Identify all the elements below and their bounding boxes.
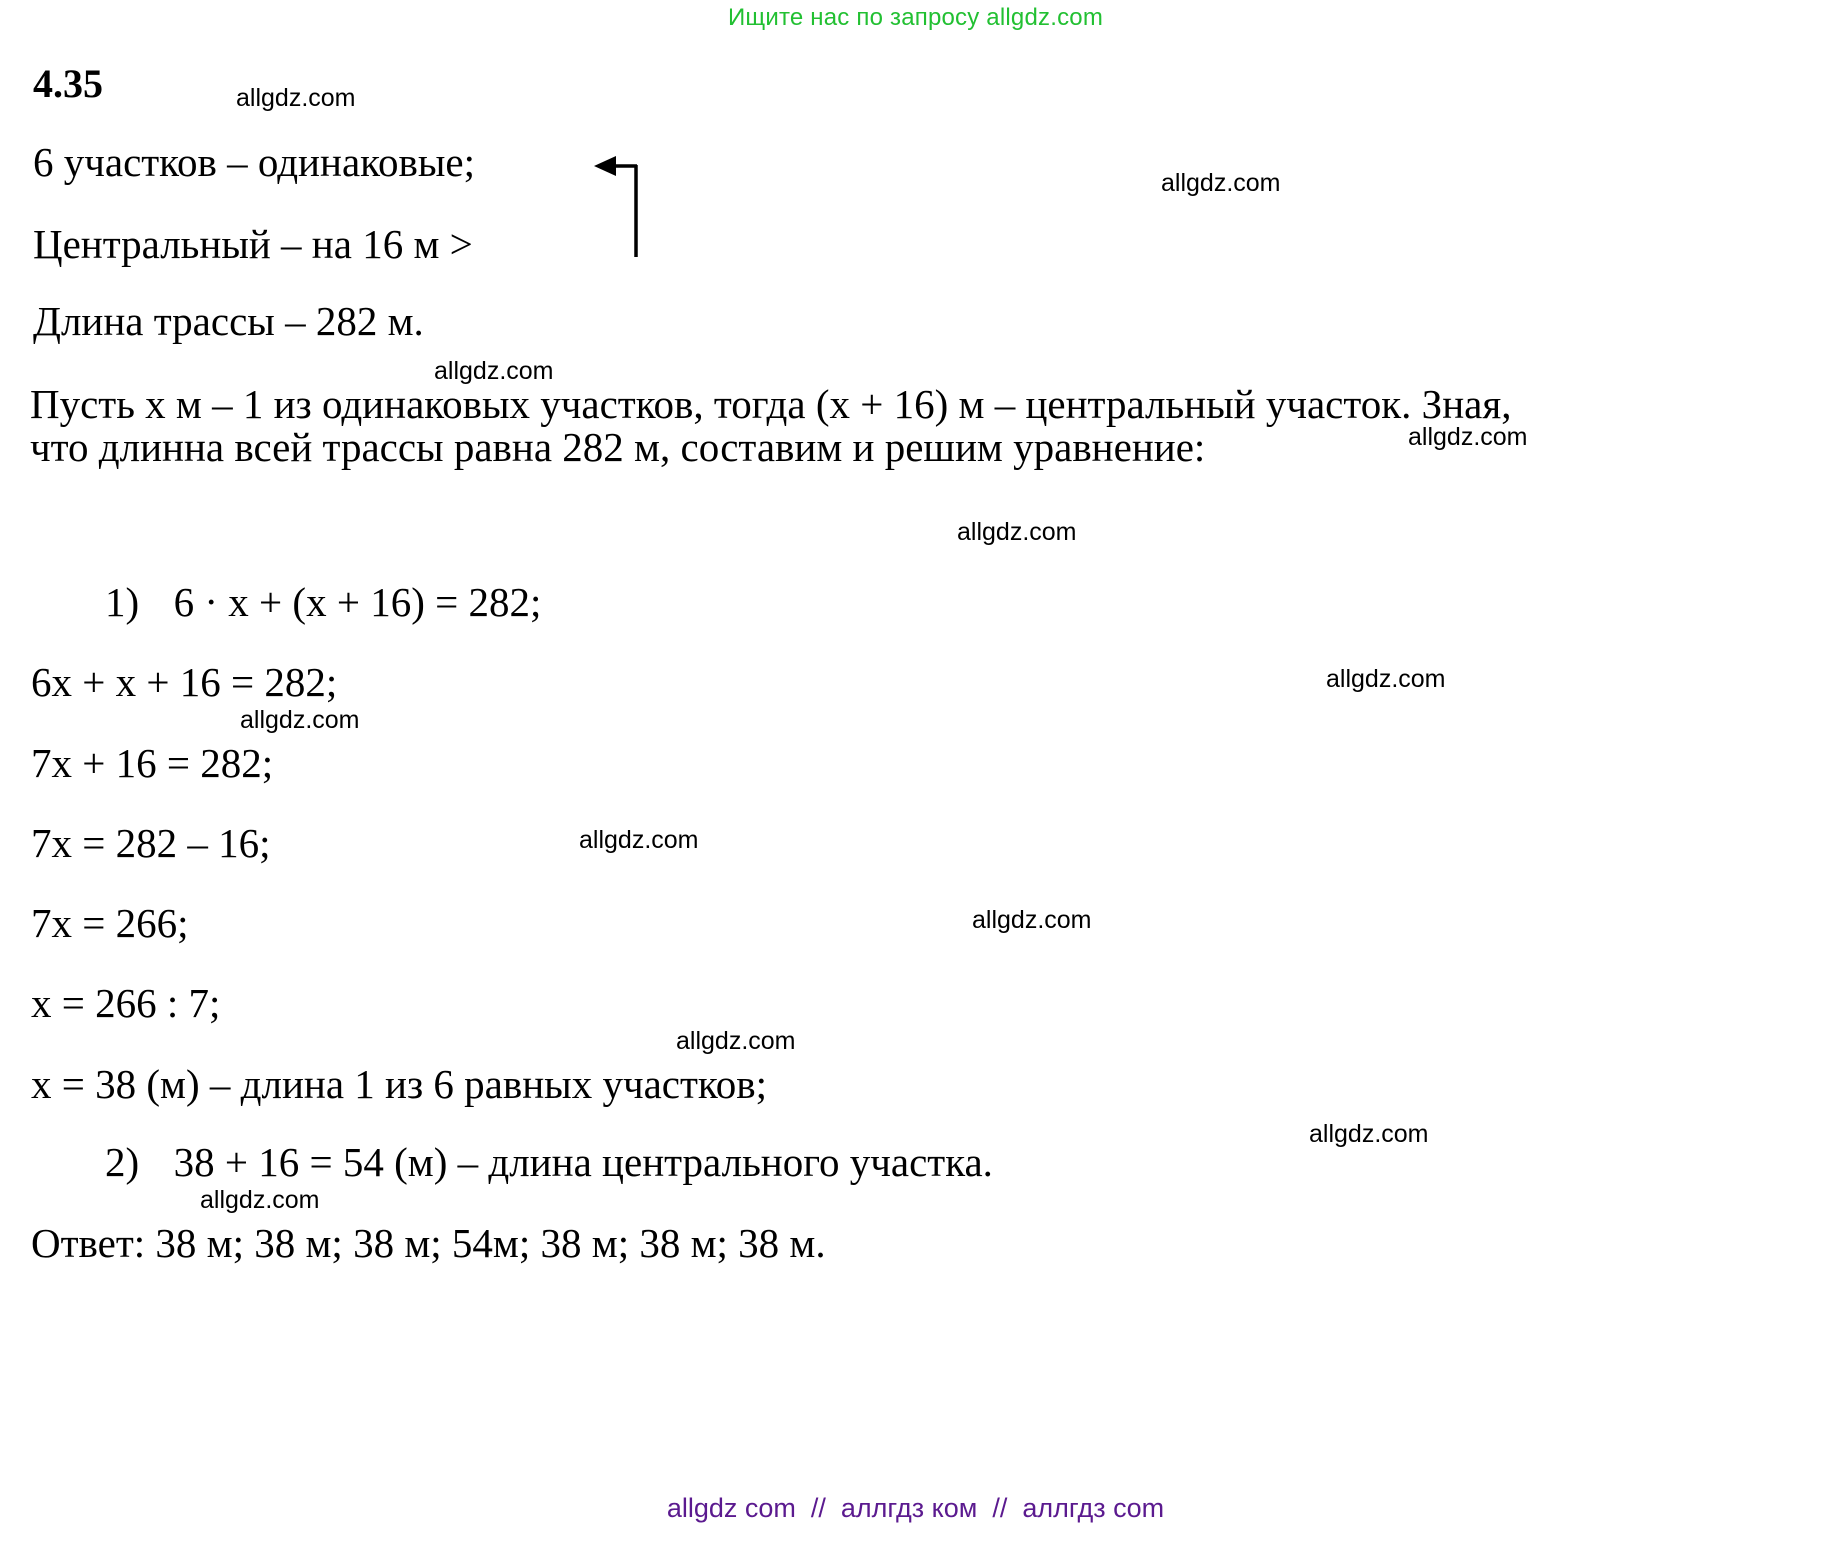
left-arrow-icon [592, 150, 652, 265]
answer-line: Ответ: 38 м; 38 м; 38 м; 54м; 38 м; 38 м; 38 м. [31, 1220, 826, 1266]
equation-7: х = 38 (м) – длина 1 из 6 равных участков; [31, 1061, 767, 1107]
equation-3: 7х + 16 = 282; [31, 740, 274, 786]
given-line-2: Центральный – на 16 м > [33, 221, 473, 267]
footer-text: allgdz com // аллгдз ком // аллгдз com [666, 1493, 1165, 1523]
watermark: allgdz.com [1309, 1120, 1429, 1148]
watermark: allgdz.com [240, 706, 360, 734]
solution-step-1 [105, 581, 541, 624]
step-2-equation: 38 + 16 = 54 (м) – длина центрального участка. [173, 1139, 993, 1185]
step-1-equation: 6 · х + (х + 16) = 282; [173, 579, 542, 625]
watermark: allgdz.com [200, 1186, 320, 1214]
equation-2: 6х + х + 16 = 282; [31, 659, 338, 705]
watermark: allgdz.com [1408, 423, 1528, 451]
watermark: allgdz.com [434, 357, 554, 385]
step-1-label: 1) [105, 579, 140, 625]
watermark: allgdz.com [579, 826, 699, 854]
watermark: allgdz.com [236, 84, 356, 112]
statement-paragraph: Пусть х м – 1 из одинаковых участков, тогда (х + 16) м – центральный участок. Зная, что длинна всей трассы равна 282 м, составим и решим уравнение: [30, 381, 1512, 471]
step-2-label: 2) [105, 1139, 140, 1185]
equation-6: х = 266 : 7; [31, 980, 221, 1026]
equation-4: 7х = 282 – 16; [31, 820, 271, 866]
given-line-3: Длина трассы – 282 м. [33, 298, 424, 344]
watermark: allgdz.com [972, 906, 1092, 934]
watermark: allgdz.com [676, 1027, 796, 1055]
watermark: allgdz.com [1326, 665, 1446, 693]
watermark: allgdz.com [957, 518, 1077, 546]
solution-step-2 [105, 1141, 993, 1184]
problem-number: 4.35 [33, 61, 103, 106]
equation-5: 7х = 266; [31, 900, 189, 946]
given-line-1: 6 участков – одинаковые; [33, 139, 475, 185]
promo-banner: Ищите нас по запросу allgdz.com [727, 4, 1104, 31]
watermark: allgdz.com [1161, 169, 1281, 197]
arrow-annotation [592, 150, 652, 265]
